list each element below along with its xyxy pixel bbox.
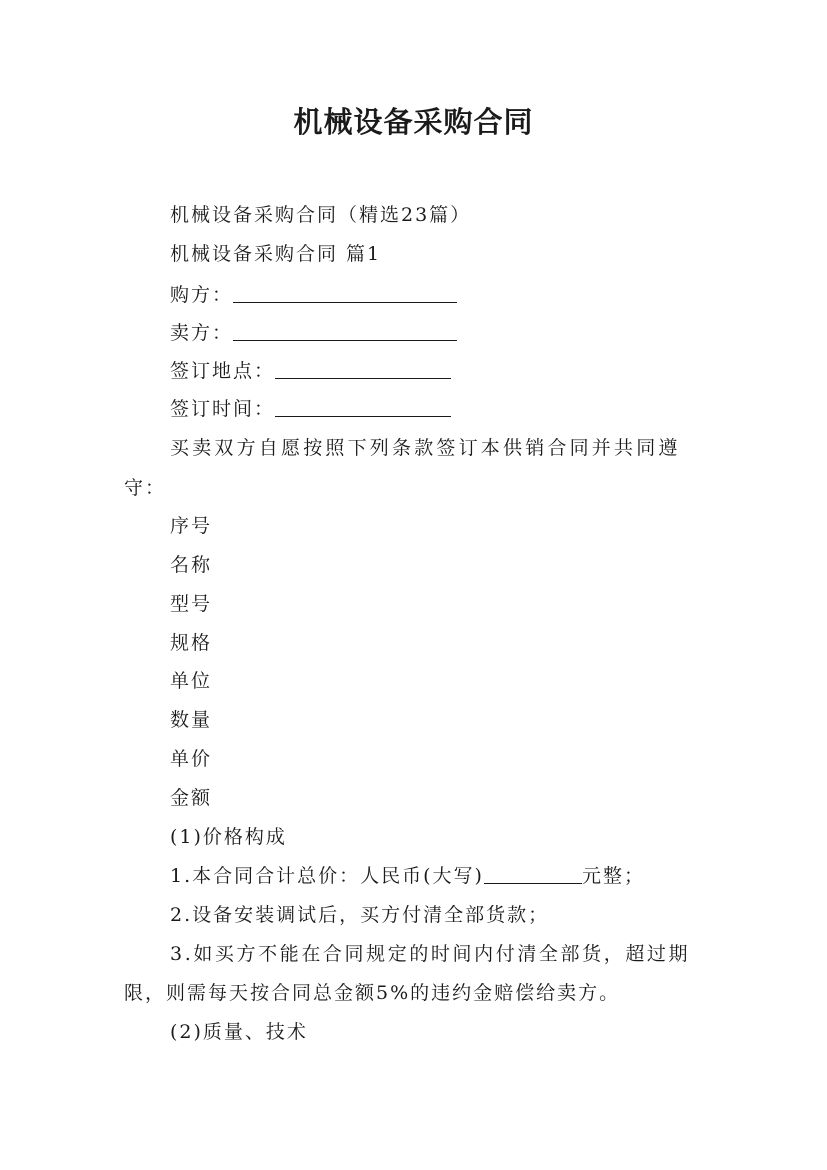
table-header-3: 规格 xyxy=(170,632,213,654)
clause-1-suffix: 元整； xyxy=(581,865,645,887)
document-title: 机械设备采购合同 xyxy=(293,105,534,139)
sign-place-blank xyxy=(275,358,451,379)
clause-3-line-1: 3.如买方不能在合同规定的时间内付清全部货，超过期 xyxy=(170,943,691,965)
sign-time-blank xyxy=(275,396,451,417)
section-heading: 机械设备采购合同 篇1 xyxy=(170,243,382,265)
sign-place-label: 签订地点： xyxy=(170,360,276,382)
clause-2: 2.设备安装调试后，买方付清全部货款； xyxy=(170,904,550,926)
table-header-1: 名称 xyxy=(170,554,213,576)
table-header-2: 型号 xyxy=(170,593,213,615)
price-heading: (1)价格构成 xyxy=(170,826,287,848)
clause-1-prefix: 1.本合同合计总价：人民币(大写) xyxy=(170,865,484,887)
buyer-label: 购方： xyxy=(170,284,234,306)
sign-time-label: 签订时间： xyxy=(170,398,276,420)
buyer-row xyxy=(170,280,457,307)
total-price-blank xyxy=(484,863,582,884)
seller-row xyxy=(170,318,457,345)
intro-line: 机械设备采购合同（精选23篇） xyxy=(170,204,472,226)
agreement-line-2: 守： xyxy=(124,477,167,499)
table-header-0: 序号 xyxy=(170,515,213,537)
table-header-7: 金额 xyxy=(170,787,213,809)
buyer-blank xyxy=(233,282,457,303)
clause-3-line-2: 限，则需每天按合同总金额5%的违约金赔偿给卖方。 xyxy=(124,982,621,1004)
table-header-6: 单价 xyxy=(170,748,213,770)
table-header-4: 单位 xyxy=(170,670,213,692)
sign-place-row xyxy=(170,356,451,383)
quality-heading: (2)质量、技术 xyxy=(170,1021,308,1043)
seller-blank xyxy=(233,320,457,341)
table-header-5: 数量 xyxy=(170,709,213,731)
clause-1 xyxy=(170,861,645,888)
sign-time-row xyxy=(170,394,451,421)
seller-label: 卖方： xyxy=(170,322,234,344)
agreement-line-1: 买卖双方自愿按照下列条款签订本供销合同并共同遵 xyxy=(170,437,681,459)
